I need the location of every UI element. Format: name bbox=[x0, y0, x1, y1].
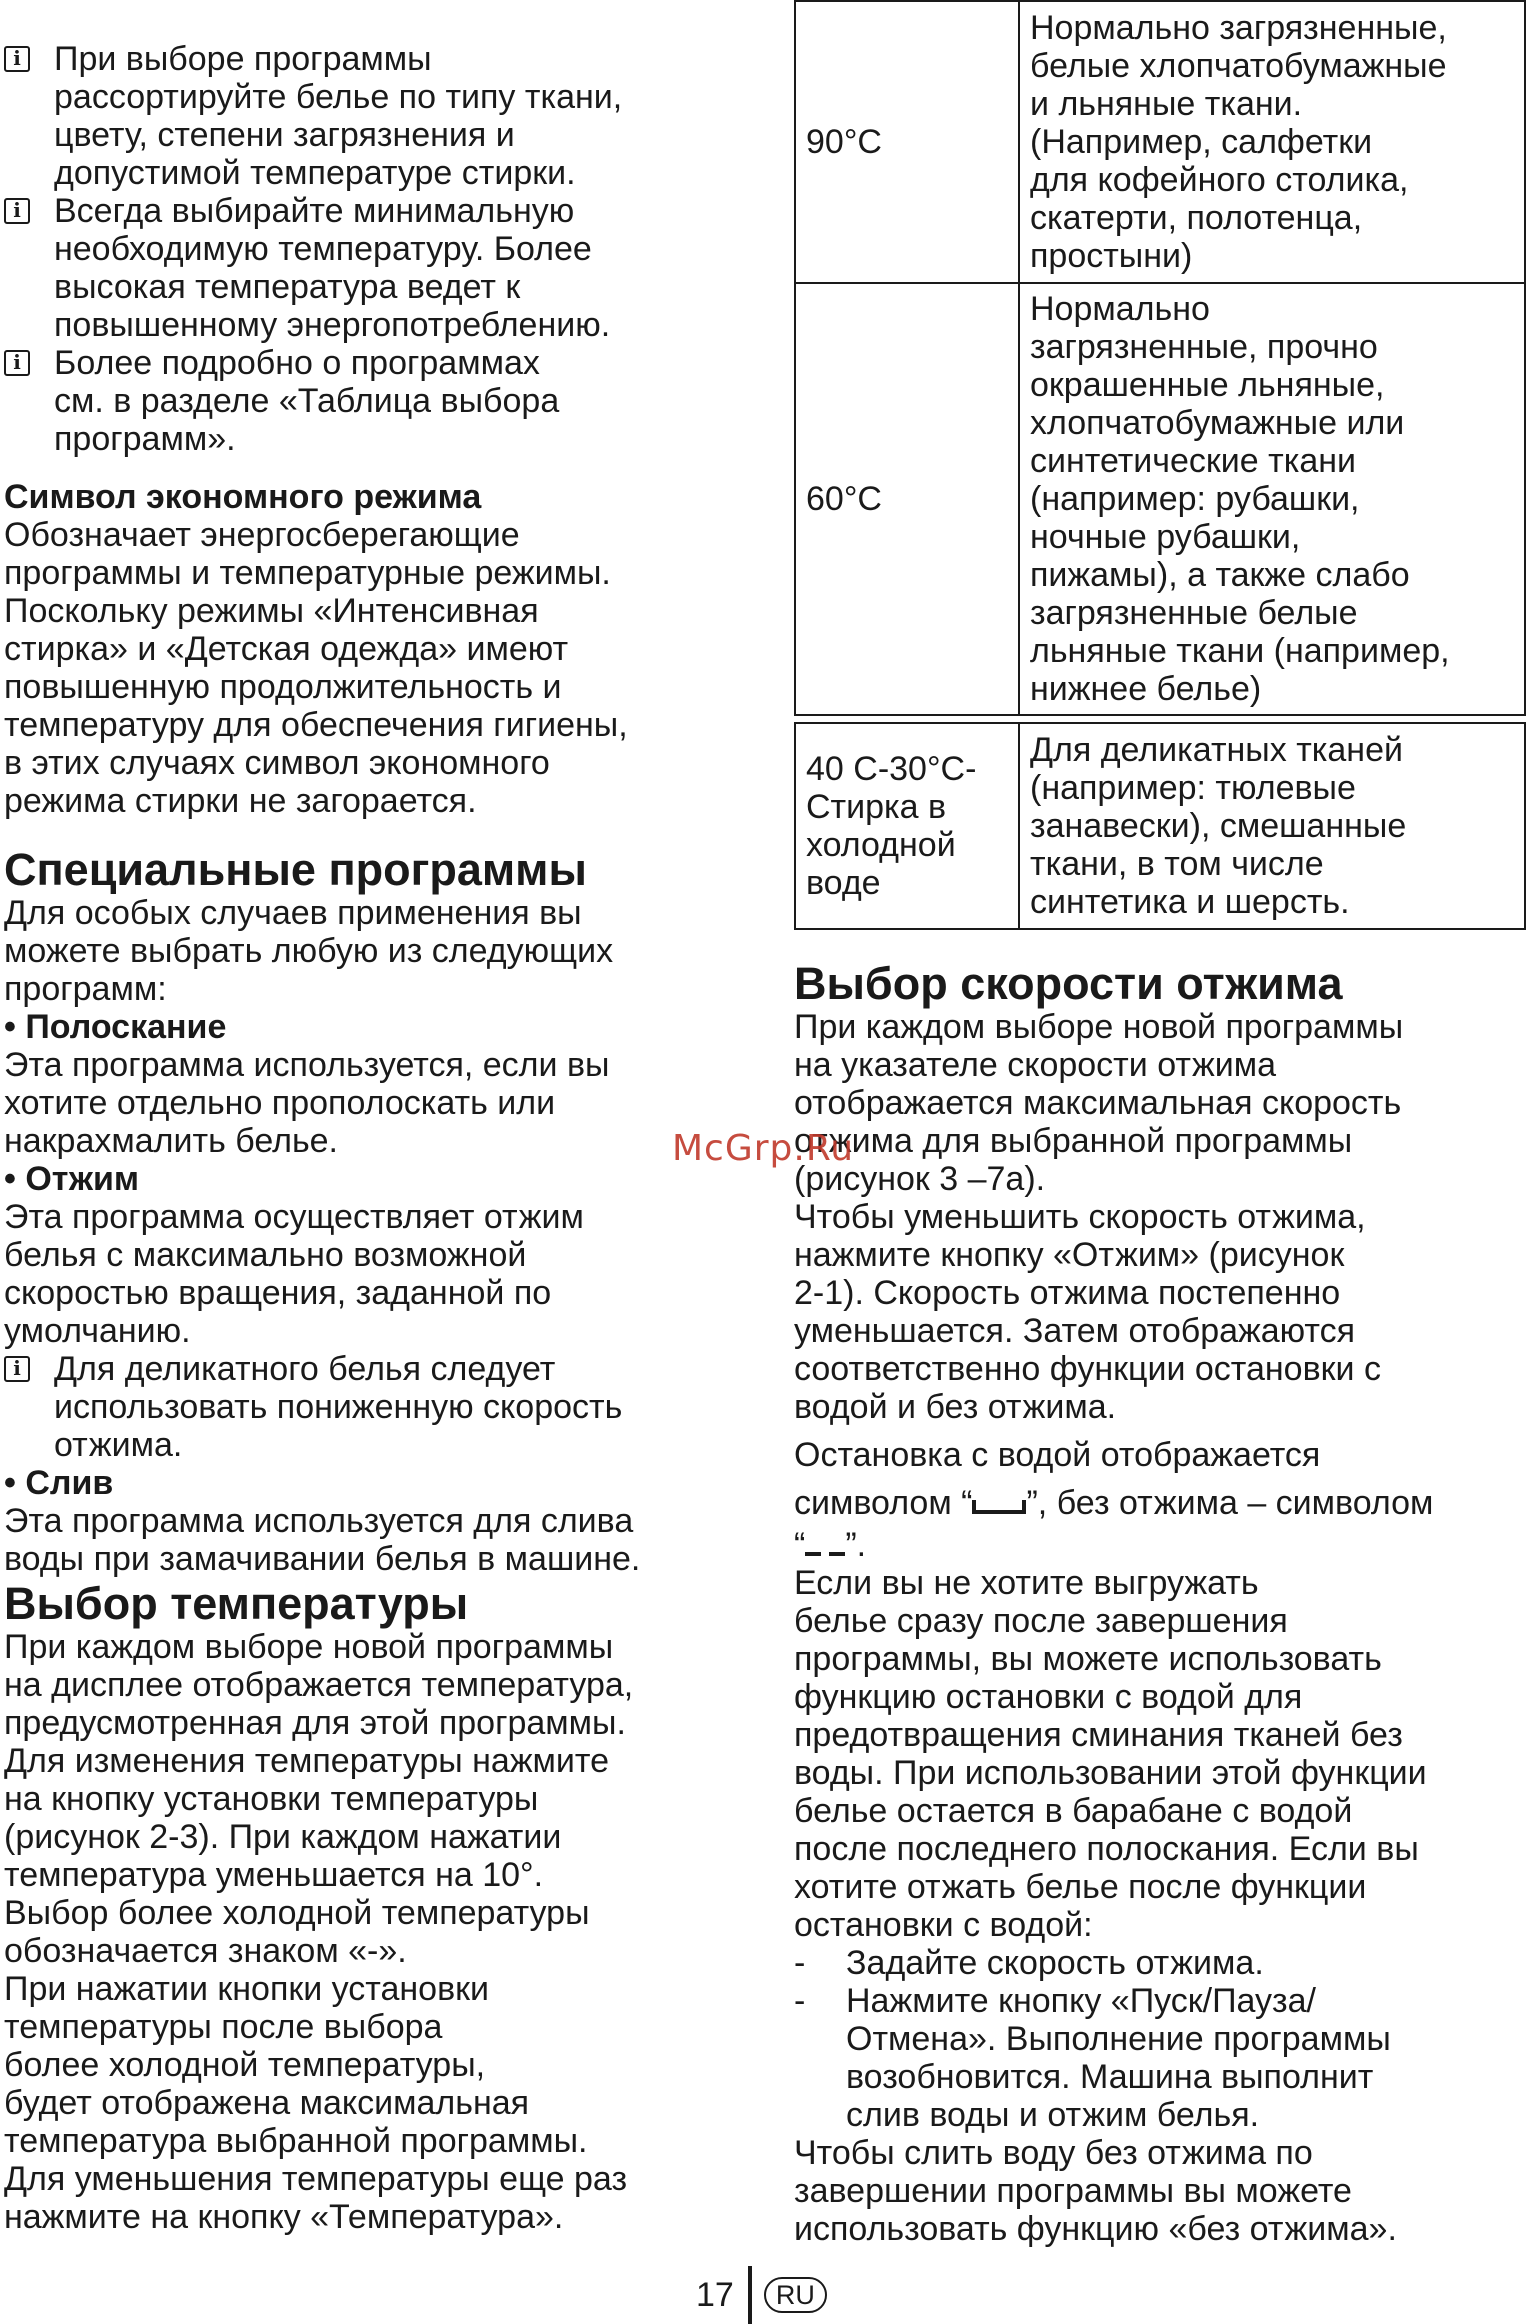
table-row bbox=[795, 283, 1525, 715]
rinse-text: Эта программа используется, если вы хотите отдельно прополоскать или накрахмалить белье. bbox=[4, 1046, 610, 1160]
dash-marker: - bbox=[794, 1982, 806, 2020]
rinse-hold-symbol-icon bbox=[972, 1500, 1026, 1514]
watermark: McGrp.Ru bbox=[672, 1128, 855, 1169]
spin-speed-text: При каждом выборе новой программы на указателе скорости отжима отображается максимальная скорость отжима для выбранной программы (рисунок 3 –7a). Чтобы уменьшить скорость отжима, нажмите кнопку «Отжим» (рисунок 2-1). Скорость отжима постепенно уменьшается. Затем отображаются соответственно функции остановки с водой и без отжима. bbox=[794, 1008, 1404, 1426]
quote-open: “ bbox=[794, 1526, 806, 1564]
stop-line-3 bbox=[794, 1526, 1528, 1564]
spin-title: • Отжим bbox=[4, 1160, 140, 1198]
stop-line-2 bbox=[794, 1484, 1528, 1522]
eco-heading: Символ экономного режима bbox=[4, 478, 482, 516]
dash-marker: - bbox=[794, 1944, 806, 1982]
temperature-text: При каждом выборе новой программы на дисплее отображается температура, предусмотренная для этой программы. Для изменения температуры нажмите на кнопку установки температуры (рисунок 2-3). При каждом нажатии температура уменьшается на 10°. Выбор более холодной температуры обозначается знаком «-». При нажатии кнопки установки температуры после выбора более холодной температуры, будет отображена максимальная температура выбранной программы. Для уменьшения температуры еще раз нажмите на кнопку «Температура». bbox=[4, 1628, 634, 2236]
info-icon: i bbox=[4, 46, 30, 72]
note-program-table bbox=[4, 344, 724, 458]
info-icon: i bbox=[4, 198, 30, 224]
quote-open: символом “ bbox=[794, 1484, 973, 1522]
spin-text: Эта программа осуществляет отжим белья с максимально возможной скоростью вращения, заданной по умолчанию. bbox=[4, 1198, 584, 1350]
no-spin-symbol-icon bbox=[805, 1550, 845, 1556]
rinse-title: • Полоскание bbox=[4, 1008, 227, 1046]
footer-divider bbox=[748, 2266, 752, 2324]
note-text: При выборе программы рассортируйте белье по типу ткани, цвету, степени загрязнения и допустимой температуре стирки. bbox=[54, 40, 623, 192]
special-programs-heading: Специальные программы bbox=[4, 844, 587, 895]
description-cell: Нормально загрязненные, прочно окрашенные льняные, хлопчатобумажные или синтетические ткани (например: рубашки, ночные рубашки, пижамы), а также слабо загрязненные белые льняные ткани (например, нижнее белье) bbox=[1019, 283, 1525, 715]
quote-close: ”. bbox=[845, 1526, 867, 1564]
note-text: Для деликатного белья следует использовать пониженную скорость отжима. bbox=[54, 1350, 623, 1464]
info-icon: i bbox=[4, 350, 30, 376]
temperature-cell: 60°C bbox=[795, 283, 1019, 715]
list-item-text: Задайте скорость отжима. bbox=[846, 1944, 1264, 1982]
eco-text: Обозначает энергосберегающие программы и температурные режимы. Поскольку режимы «Интенсивная стирка» и «Детская одежда» имеют повышенную продолжительность и температуру для обеспечения гигиены, в этих случаях символ экономного режима стирки не загорается. bbox=[4, 516, 628, 820]
temperature-cell: 40 C-30°C- Стирка в холодной воде bbox=[795, 723, 1019, 929]
drain-title: • Слив bbox=[4, 1464, 114, 1502]
list-item bbox=[794, 1944, 1528, 1982]
special-intro: Для особых случаев применения вы можете выбрать любую из следующих программ: bbox=[4, 894, 614, 1008]
delicate-table bbox=[794, 722, 1526, 930]
table-row bbox=[795, 1, 1525, 283]
spin-speed-heading: Выбор скорости отжима bbox=[794, 958, 1343, 1009]
stop-line-1: Остановка с водой отображается bbox=[794, 1436, 1321, 1474]
description-cell: Нормально загрязненные, белые хлопчатобумажные и льняные ткани. (Например, салфетки для кофейного столика, скатерти, полотенца, простыни) bbox=[1019, 1, 1525, 283]
list-item-text: Нажмите кнопку «Пуск/Пауза/ Отмена». Выполнение программы возобновится. Машина выполнит слив воды и отжим белья. bbox=[846, 1982, 1391, 2134]
note-min-temperature bbox=[4, 192, 724, 344]
note-text: Всегда выбирайте минимальную необходимую температуру. Более высокая температура ведет к повышенному энергопотреблению. bbox=[54, 192, 611, 344]
language-badge: RU bbox=[764, 2277, 827, 2313]
no-spin-text: ”, без отжима – символом bbox=[1026, 1484, 1434, 1522]
page-footer bbox=[696, 2266, 827, 2324]
table-row bbox=[795, 723, 1525, 929]
final-text: Чтобы слить воду без отжима по завершении программы вы можете использовать функцию «без отжима». bbox=[794, 2134, 1397, 2248]
temperature-table bbox=[794, 0, 1526, 716]
description-cell: Для деликатных тканей (например: тюлевые занавески), смешанные ткани, в том числе синтетика и шерсть. bbox=[1019, 723, 1525, 929]
temperature-heading: Выбор температуры bbox=[4, 1578, 469, 1629]
note-delicate-spin bbox=[4, 1350, 724, 1464]
left-column bbox=[4, 0, 724, 2236]
temperature-cell: 90°C bbox=[795, 1, 1019, 283]
page-number: 17 bbox=[696, 2276, 734, 2314]
drain-text: Эта программа используется для слива воды при замачивании белья в машине. bbox=[4, 1502, 641, 1578]
info-icon: i bbox=[4, 1356, 30, 1382]
note-text: Более подробно о программах см. в разделе «Таблица выбора программ». bbox=[54, 344, 560, 458]
list-item bbox=[794, 1982, 1528, 2134]
right-column bbox=[794, 960, 1528, 2248]
unload-text: Если вы не хотите выгружать белье сразу после завершения программы, вы можете использовать функцию остановки с водой для предотвращения сминания тканей без воды. При использовании этой функции белье остается в барабане с водой после последнего полоскания. Если вы хотите отжать белье после функции остановки с водой: bbox=[794, 1564, 1427, 1944]
note-sort-laundry bbox=[4, 40, 724, 192]
